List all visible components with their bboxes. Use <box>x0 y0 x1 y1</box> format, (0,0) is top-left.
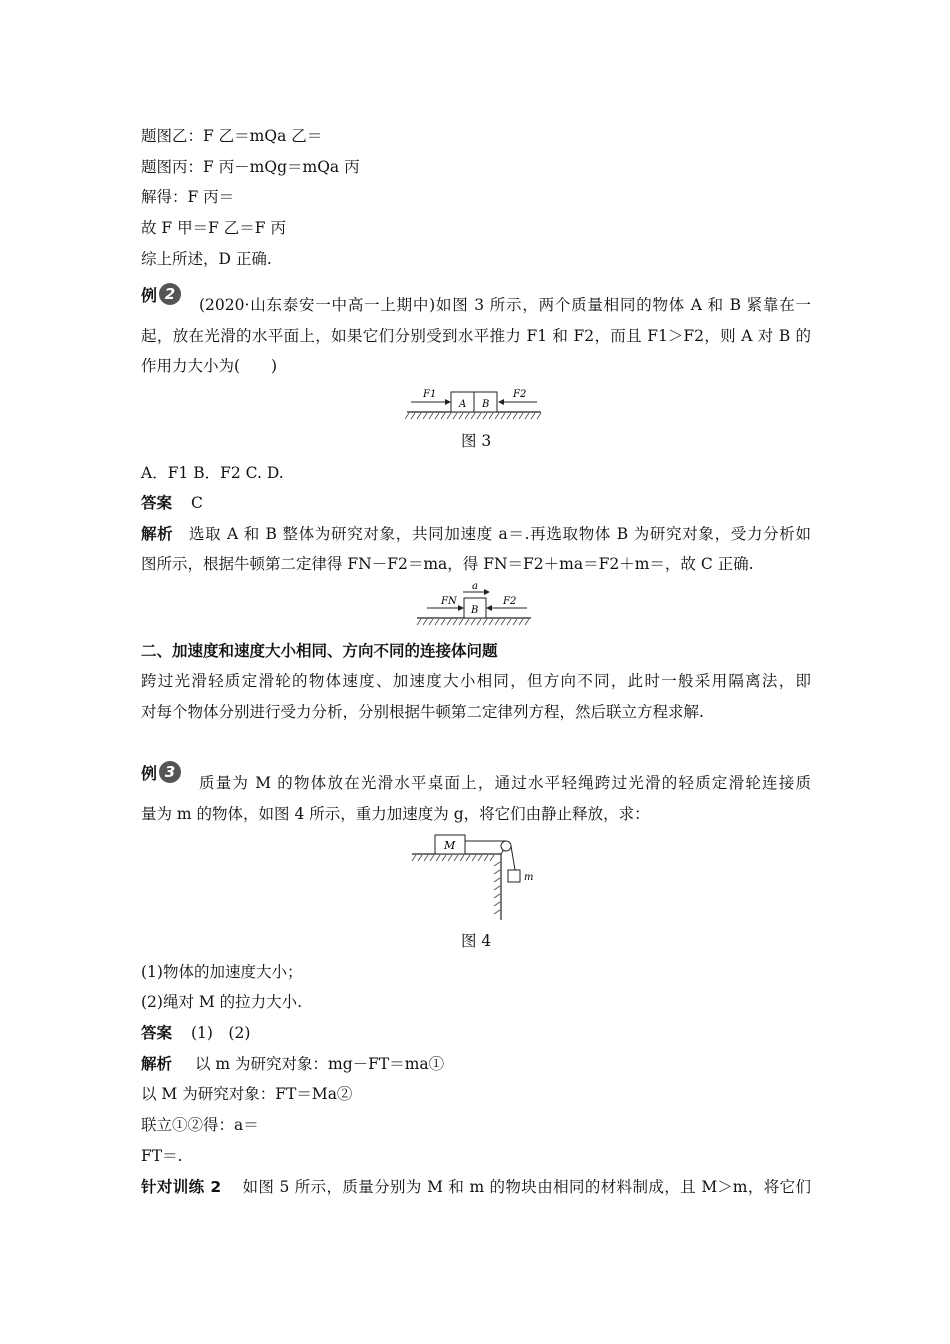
block-label-m: m <box>524 872 534 883</box>
equation-line: 题图乙：F 乙＝mQa 乙＝ <box>141 127 323 145</box>
analysis-text: 联立①②得：a＝ <box>141 1116 259 1134</box>
block-label-b: B <box>471 605 479 616</box>
analysis-label: 解析 <box>141 1055 173 1073</box>
analysis-text: 以 m 为研究对象：mg－FT＝ma① <box>194 1055 445 1073</box>
answer-line <box>141 1022 250 1044</box>
equation-line: 解得：F 丙＝ <box>141 188 235 206</box>
force-label-f2: F2 <box>513 389 527 400</box>
analysis-line <box>141 523 811 545</box>
analysis-text: 以 M 为研究对象：FT＝Ma② <box>141 1085 353 1103</box>
accel-label: a <box>472 582 478 592</box>
section-text: 跨过光滑轻质定滑轮的物体速度、加速度大小相同，但方向不同，此时一般采用隔离法，即 <box>141 672 811 690</box>
conclusion-line: 综上所述，D 正确. <box>141 250 272 268</box>
analysis-text: 选取 A 和 B 整体为研究对象，共同加速度 a＝.再选取物体 B 为研究对象，受力分析如 <box>188 525 811 543</box>
analysis-text: FT＝. <box>141 1147 183 1165</box>
answer-label: 答案 <box>141 1024 173 1042</box>
section-text: 对每个物体分别进行受力分析，分别根据牛顿第二定律列方程，然后联立方程求解. <box>141 703 704 721</box>
figure-4-diagram <box>408 828 543 922</box>
example-badge <box>141 760 181 784</box>
block-label-b: B <box>482 399 490 410</box>
free-body-diagram <box>415 582 535 628</box>
answer-label: 答案 <box>141 494 173 512</box>
pulley-icon <box>501 841 511 851</box>
equation-line: 题图丙：F 丙－mQg＝mQa 丙 <box>141 158 360 176</box>
answer-line <box>141 492 203 514</box>
problem-text: 起，放在光滑的水平面上，如果它们分别受到水平推力 F1 和 F2，而且 F1＞F2，则 A 对 B 的 <box>141 327 811 345</box>
figure-caption: 图 4 <box>461 932 492 950</box>
force-label-f1: F1 <box>423 389 437 400</box>
analysis-label: 解析 <box>141 525 174 543</box>
analysis-text: 图所示，根据牛顿第二定律得 FN－F2＝ma，得 FN＝F2＋ma＝F2＋m＝，故 C 正确. <box>141 555 754 573</box>
force-label-f2: F2 <box>503 596 517 607</box>
answer-value: C <box>190 494 203 512</box>
example-number-icon: 3 <box>159 761 181 783</box>
question-item: (2)绳对 M 的拉力大小. <box>141 993 303 1011</box>
example-label: 例 <box>141 285 158 305</box>
block-label-a: A <box>459 399 467 410</box>
section-heading: 二、加速度和速度大小相同、方向不同的连接体问题 <box>141 642 498 660</box>
figure-caption: 图 3 <box>461 432 492 450</box>
training-label: 针对训练 2 <box>141 1178 222 1196</box>
example-number-icon: 2 <box>159 283 181 305</box>
problem-text: (2020·山东泰安一中高一上期中)如图 3 所示，两个质量相同的物体 A 和 B 紧靠在一 <box>199 296 811 314</box>
equation-line: 故 F 甲＝F 乙＝F 丙 <box>141 219 286 237</box>
example-label: 例 <box>141 763 158 783</box>
block-label-M: M <box>444 839 456 852</box>
problem-text: 作用力大小为( ) <box>141 357 278 375</box>
example-badge <box>141 282 181 306</box>
training-text: 如图 5 所示，质量分别为 M 和 m 的物块由相同的材料制成，且 M＞m，将它们 <box>242 1178 811 1196</box>
problem-text: 量为 m 的物体，如图 4 所示，重力加速度为 g，将它们由静止释放，求： <box>141 805 650 823</box>
problem-text: 质量为 M 的物体放在光滑水平桌面上，通过水平轻绳跨过光滑的轻质定滑轮连接质 <box>199 774 811 792</box>
force-label-fn: FN <box>441 596 457 607</box>
answer-value: (1) (2) <box>190 1024 251 1042</box>
figure-3-diagram <box>405 382 545 424</box>
question-item: (1)物体的加速度大小； <box>141 963 303 981</box>
analysis-line <box>141 1053 444 1075</box>
training-line <box>141 1176 811 1198</box>
answer-options: A．F1 B．F2 C. D. <box>141 464 284 482</box>
